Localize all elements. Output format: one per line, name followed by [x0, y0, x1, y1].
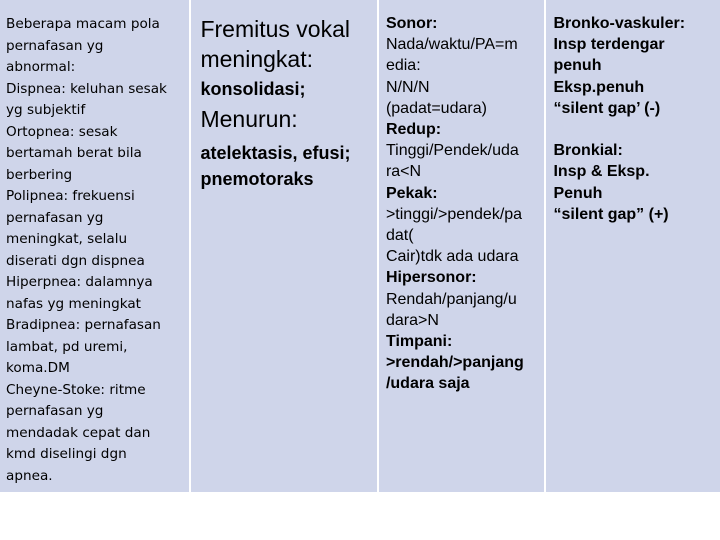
percussion-heading: Redup:: [385, 121, 442, 139]
breath-sound-line: penuh: [553, 57, 602, 75]
breathing-line: Dispnea: keluhan sesak: [6, 80, 167, 97]
breath-sound-heading: Bronko-vaskuler:: [553, 15, 686, 32]
breathing-line: apnea.: [6, 467, 53, 484]
percussion-line: (padat=udara): [385, 99, 487, 117]
percussion-line: >rendah/>panjang: [385, 354, 524, 372]
breathing-patterns-cell: [0, 0, 189, 492]
breathing-line: kmd diselingi dgn: [6, 446, 127, 462]
percussion-heading: Timpani:: [385, 333, 453, 351]
breath-sounds-cell: [546, 0, 720, 492]
breathing-line: pernafasan yg: [6, 403, 104, 419]
breathing-line: abnormal:: [6, 59, 76, 75]
breath-sound-line: Insp & Eksp.: [553, 163, 650, 181]
breathing-line: Ortopnea: sesak: [6, 123, 118, 140]
fremitus-increased-label: meningkat:: [200, 46, 313, 72]
percussion-heading: Hipersonor:: [385, 269, 477, 287]
breathing-line: Bradipnea: pernafasan: [6, 317, 161, 333]
breathing-line: nafas yg meningkat: [6, 295, 141, 312]
breath-sound-line: Penuh: [553, 184, 603, 202]
breathing-line: pernafasan yg: [6, 37, 104, 54]
fremitus-heading: Fremitus vokal: [200, 16, 351, 42]
percussion-line: >tinggi/>pendek/pa: [385, 205, 523, 223]
breathing-line: yg subjektif: [6, 102, 86, 118]
fremitus-decreased-label: Menurun:: [200, 106, 298, 132]
breathing-line: mendadak cepat dan: [6, 424, 151, 441]
spacer: [553, 119, 720, 140]
percussion-line: Rendah/panjang/u: [385, 290, 517, 308]
fremitus-increased-causes: konsolidasi;: [200, 79, 306, 99]
fremitus-decreased-causes-2: pnemotoraks: [200, 169, 314, 189]
breath-sound-line: “silent gap” (+): [553, 205, 669, 223]
fremitus-cell: [191, 0, 376, 492]
breathing-line: koma.DM: [6, 360, 70, 376]
breathing-line: meningkat, selalu: [6, 231, 128, 247]
percussion-line: Nada/waktu/PA=m: [385, 36, 518, 54]
breathing-line: Hiperpnea: dalamnya: [6, 274, 153, 290]
breathing-line: Cheyne-Stoke: ritme: [6, 381, 146, 398]
breath-sound-line: “silent gap’ (-): [553, 99, 661, 117]
breathing-line: bertamah berat bila: [6, 145, 142, 161]
percussion-line: ra<N: [385, 163, 422, 181]
percussion-heading: Pekak:: [385, 184, 438, 202]
percussion-line: dat(: [385, 227, 414, 245]
breath-sound-line: Eksp.penuh: [553, 78, 645, 96]
percussion-line: N/N/N: [385, 78, 430, 96]
breathing-line: Beberapa macam pola: [6, 16, 160, 32]
breathing-line: lambat, pd uremi,: [6, 338, 128, 355]
percussion-line: edia:: [385, 57, 421, 75]
breath-sound-line: Insp terdengar: [553, 36, 665, 54]
breathing-line: berbering: [6, 166, 73, 183]
percussion-line: Cair)tdk ada udara: [385, 248, 519, 266]
percussion-line: dara>N: [385, 311, 439, 329]
breath-sound-heading: Bronkial:: [553, 142, 623, 160]
breathing-line: pernafasan yg: [6, 209, 104, 226]
percussion-line: /udara saja: [385, 375, 470, 393]
breathing-line: Polipnea: frekuensi: [6, 188, 135, 204]
breathing-line: diserati dgn dispnea: [6, 252, 145, 269]
percussion-heading: Sonor:: [385, 15, 438, 32]
percussion-line: Tinggi/Pendek/uda: [385, 142, 519, 160]
percussion-cell: [379, 0, 545, 492]
fremitus-decreased-causes: atelektasis, efusi;: [200, 143, 351, 163]
